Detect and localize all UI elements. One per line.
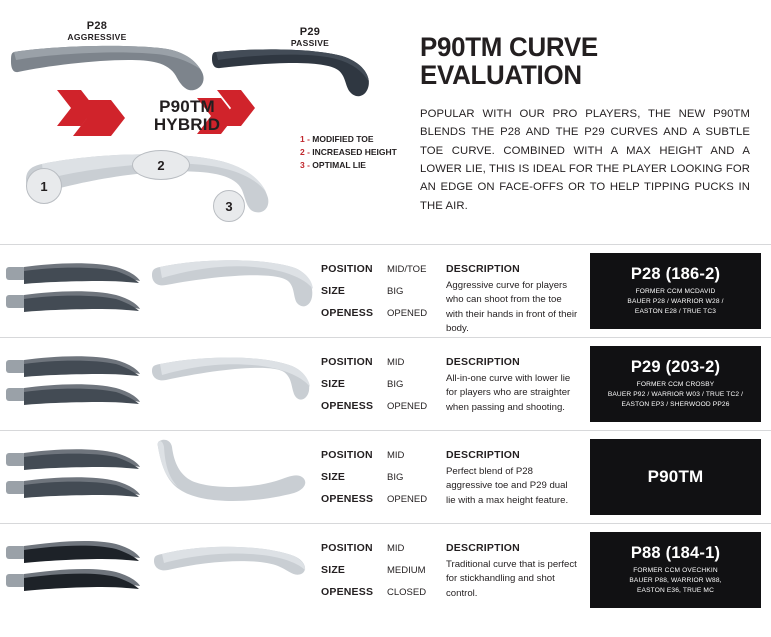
spec-openess-label: OPENESS	[321, 586, 374, 598]
legend-num-2: 2 -	[300, 147, 310, 158]
row-blade-pair	[0, 245, 146, 337]
p29-label-name: P29	[299, 26, 321, 38]
callout-circle-1: 1	[26, 168, 62, 204]
spec-position-label: POSITION	[321, 542, 373, 554]
blade-pair-icon	[0, 431, 146, 524]
spec-openess	[321, 586, 446, 598]
row-blade-pair	[0, 338, 146, 430]
page-title-line1: P90TM CURVE	[420, 32, 598, 62]
row-blade-profile	[146, 245, 321, 337]
blade-profile-icon	[146, 431, 321, 524]
description-heading: DESCRIPTION	[446, 542, 520, 554]
spec-position-value: MID	[387, 543, 405, 554]
legend-text-1: MODIFIED TOE	[312, 134, 374, 144]
curve-code: P29 (203-2)	[630, 358, 721, 377]
curve-diagram	[0, 0, 420, 240]
callout-circle-3: 3	[213, 190, 245, 222]
row-description	[446, 338, 586, 430]
description-heading: DESCRIPTION	[446, 263, 520, 275]
legend-item-3	[300, 159, 397, 172]
row-code-panel	[590, 253, 761, 329]
table-row	[0, 337, 771, 430]
legend-text-2: INCREASED HEIGHT	[312, 147, 397, 158]
former-name-line: EASTON E28 / TRUE TC3	[634, 307, 717, 315]
row-blade-profile	[146, 524, 321, 616]
spec-position	[321, 263, 446, 275]
table-row	[0, 523, 771, 616]
spec-openess	[321, 400, 446, 412]
description-body: Traditional curve that is perfect for stickhandling and shot control.	[446, 559, 577, 599]
spec-openess-label: OPENESS	[321, 493, 374, 505]
row-description	[446, 431, 586, 523]
spec-size-label: SIZE	[321, 378, 346, 390]
legend-text-3: OPTIMAL LIE	[312, 160, 366, 171]
spec-openess-label: OPENESS	[321, 307, 374, 319]
curve-table	[0, 244, 771, 616]
description-body: Aggressive curve for players who can shoot from the toe with their hands in front of their body.	[446, 280, 578, 335]
spec-openess-value: OPENED	[387, 494, 428, 505]
description-heading: DESCRIPTION	[446, 356, 520, 368]
hybrid-label	[122, 98, 252, 134]
p28-label-name: P28	[86, 20, 108, 32]
table-row	[0, 244, 771, 337]
former-name-line: EASTON E36, TRUE MC	[637, 586, 714, 594]
row-description	[446, 245, 586, 337]
spec-openess-value: OPENED	[387, 308, 428, 319]
spec-openess-label: OPENESS	[321, 400, 374, 412]
row-code-panel	[590, 439, 761, 515]
description-body: Perfect blend of P28 aggressive toe and P29 dual lie with a max height feature.	[446, 466, 569, 506]
spec-size-value: MEDIUM	[387, 565, 426, 576]
row-blade-pair	[0, 431, 146, 523]
spec-position-label: POSITION	[321, 449, 373, 461]
page-title	[420, 34, 746, 89]
row-blade-pair	[0, 524, 146, 616]
former-name-line: BAUER P92 / WARRIOR W03 / TRUE TC2 /	[607, 391, 744, 399]
spec-position-label: POSITION	[321, 263, 373, 275]
legend-item-2	[300, 146, 397, 159]
spec-openess-value: CLOSED	[387, 587, 427, 598]
legend-item-1	[300, 133, 397, 146]
spec-size-value: BIG	[387, 472, 404, 483]
spec-size-label: SIZE	[321, 285, 346, 297]
former-name-line: EASTON EP3 / SHERWOOD PP26	[621, 400, 730, 408]
p29-label	[265, 26, 355, 48]
row-blade-profile	[146, 431, 321, 523]
legend-num-3: 3 -	[300, 160, 310, 171]
spec-position-value: MID/TOE	[387, 264, 427, 275]
spec-size-label: SIZE	[321, 564, 346, 576]
p29-label-sub: PASSIVE	[290, 37, 330, 48]
blade-profile-icon	[146, 338, 321, 431]
header-text-block	[420, 34, 760, 215]
spec-size-label: SIZE	[321, 471, 346, 483]
header-section	[0, 0, 771, 240]
former-name-line: BAUER P88, WARRIOR W88,	[629, 577, 722, 585]
curve-code: P28 (186-2)	[630, 265, 721, 284]
spec-openess-value: OPENED	[387, 401, 428, 412]
row-blade-profile	[146, 338, 321, 430]
row-specs	[321, 338, 446, 430]
description-body: All-in-one curve with lower lie for players who are straighter when passing and shooting.	[446, 373, 571, 413]
hybrid-label-line2: HYBRID	[153, 114, 221, 134]
spec-size	[321, 564, 446, 576]
former-names	[608, 380, 743, 410]
spec-size-value: BIG	[387, 286, 404, 297]
hybrid-label-line1: P90TM	[159, 97, 215, 116]
spec-position-value: MID	[387, 357, 405, 368]
spec-openess	[321, 307, 446, 319]
blade-profile-icon	[146, 245, 321, 338]
spec-position	[321, 449, 446, 461]
spec-openess	[321, 493, 446, 505]
spec-position-label: POSITION	[321, 356, 373, 368]
blade-pair-icon	[0, 524, 146, 617]
former-name-line: BAUER P28 / WARRIOR W28 /	[627, 298, 724, 306]
diagram-legend	[300, 133, 397, 173]
curve-code: P88 (184-1)	[630, 544, 721, 563]
former-name-line: FORMER CCM MCDAVID	[635, 288, 716, 296]
row-description	[446, 524, 586, 616]
spec-position	[321, 356, 446, 368]
former-names	[627, 287, 723, 317]
page-title-line2: EVALUATION	[420, 59, 582, 90]
spec-position-value: MID	[387, 450, 405, 461]
former-name-line: FORMER CCM CROSBY	[636, 381, 715, 389]
former-names	[629, 566, 721, 596]
callout-circle-2: 2	[132, 150, 190, 180]
row-specs	[321, 524, 446, 616]
row-specs	[321, 431, 446, 523]
blade-profile-icon	[146, 524, 321, 617]
description-heading: DESCRIPTION	[446, 449, 520, 461]
intro-paragraph: POPULAR WITH OUR PRO PLAYERS, THE NEW P90TM BLENDS THE P28 AND THE P29 CURVES AND A SUBTLE TOE CURVE. COMBINED WITH A MAX HEIGHT AND A LOWER LIE, THIS IS IDEAL FOR THE PLAYER LOOKING FOR AN EDGE ON FACE-OFFS OR TO HELP TIPPING PUCKS IN THE AIR.	[420, 108, 750, 212]
p28-label	[52, 20, 142, 42]
blade-pair-icon	[0, 338, 146, 431]
spec-size	[321, 285, 446, 297]
p28-label-sub: AGGRESSIVE	[67, 31, 127, 42]
row-code-panel	[590, 532, 761, 608]
row-code-panel	[590, 346, 761, 422]
blade-pair-icon	[0, 245, 146, 338]
spec-size-value: BIG	[387, 379, 404, 390]
former-name-line: FORMER CCM OVECHKIN	[633, 567, 718, 575]
curve-code: P90TM	[647, 467, 704, 486]
spec-position	[321, 542, 446, 554]
row-specs	[321, 245, 446, 337]
legend-num-1: 1 -	[300, 134, 310, 144]
spec-size	[321, 471, 446, 483]
spec-size	[321, 378, 446, 390]
table-row	[0, 430, 771, 523]
